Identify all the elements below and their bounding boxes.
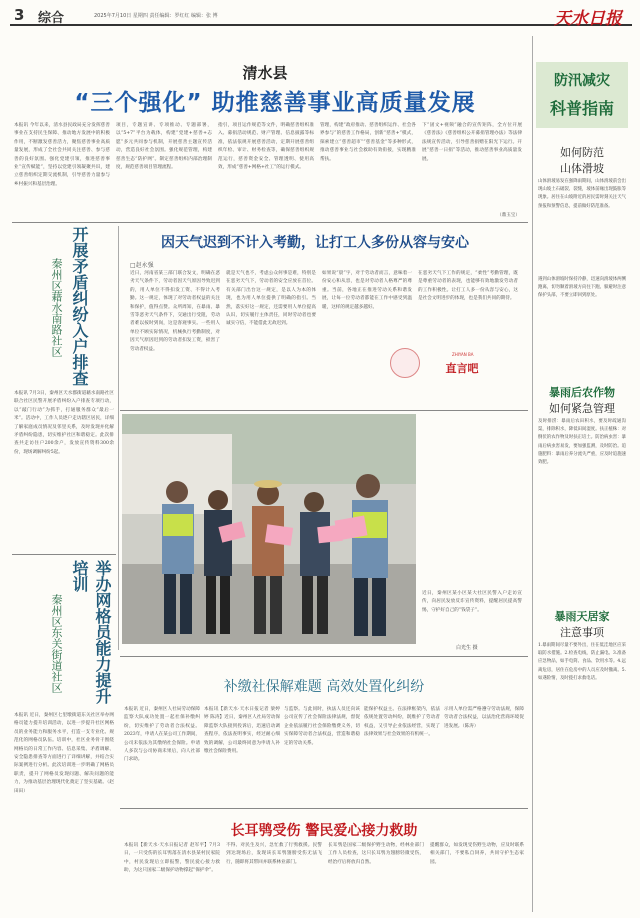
divider — [12, 222, 528, 223]
banner-title-1: 防汛减灾 — [554, 73, 610, 89]
photo-credit: 白光生 摄 — [456, 645, 478, 651]
left-story1-headline: 开展矛盾纠纷入户排查 — [70, 226, 89, 386]
commentary-col-3: 如果说“晨”字，对于劳动者而言，意味着一份安心和从容，也是对劳动者人格尊严的尊重。当前，各地正在推进劳动关系和谐发展，让每一位劳动者都能在工作中感受到温暖，这样的规定越多越好。 — [322, 271, 412, 310]
page-header — [10, 6, 632, 29]
lead-byline: （鼎玉宝） — [497, 213, 520, 218]
right-heading-3: 暴雨天居家 — [554, 610, 610, 623]
page-number: 3 — [14, 6, 25, 24]
lead-headline: “三个强化” 助推慈善事业高质量发展 — [74, 90, 476, 116]
left-story1-body: 本报讯 7月3日，秦州区天水郡街道藉水南路社区联合社区民警开展矛盾纠纷入户排查专项行动，以“敲门行动”为抓手，打通服务群众“最后一米”。活动中，工作人员逐户走访辖区居民，详细了解家庭成员情况及邻里关系，及时发现并化解矛盾纠纷隐患，切实维护社区和谐稳定。此次排查共走访住户200余户，发放宣传资料300余份，现场调解纠纷5起。 — [14, 391, 114, 455]
right-heading-1b: 山体滑坡 — [560, 162, 604, 175]
lead-col-1: 本报讯 今年以来，清水县民政局充分发挥慈善事业在支持民生保障、推动地方发展中的积极作用，不断激发慈善活力，聚焦慈善事业高质量发展，形成了全社会共同关注慈善、参与慈善的良好氛围。强化党建引领，推进慈善事业“宣传赋能”，坚持以党建引领凝聚共识，建立慈善组织定期交流机制，引导慈善力量参与乡村振兴和基层治理。 — [14, 123, 110, 187]
stamp-subtitle: ZHIYAN BA — [452, 352, 474, 357]
left-story2-body: 本报讯 近日，秦州区七里墩街道东关社区举办网格员能力提升培训活动，以进一步提升社区网格员的业务能力和服务水平，打造一支专业化、规范化的网格员队伍。培训中，社区业务骨干围绕网格员的日常工作内容、信息采集、矛盾调解、安全隐患排查等方面进行了详细讲解，并结合实际案例进行分析。此次培训进一步明确了网格员职责，提升了网格员发现问题、解决问题的能力，为推动基层治理现代化奠定了坚实基础。（赵田田） — [14, 713, 114, 794]
edition-meta: 2025年7月10日 星期四 责任编辑：罗红红 编辑：张 博 — [94, 13, 218, 19]
right-heading-3b: 注意事项 — [560, 626, 604, 639]
lead-col-5: 下“固文+视频”融合的宣传矩阵，全方位开展《慈善法》《慈善组织公开募捐管理办法》等法律法规宣传活动，引导慈善捐赠在阳光下运行。开展“慈善一日捐”等活动，推动慈善事业高质量发展。 — [422, 123, 522, 162]
bottom-story2-col-3: 长耳鸮是国家二级保护野生动物，经林业部门工作人员检查，这只长耳鸮为翅膀轻微受伤，经治疗后将放归自然。 — [328, 843, 424, 865]
right-para-1: 山体滑坡易发在强降雨期间，山体滑坡前会出现山坡土石破裂、裂缝，坡体前缘出现鼓胀等现象。居住在山坡附近的居民需时刻关注天气预报和预警信息，提前做好防范准备。 — [538, 179, 626, 209]
photo-caption: 近日，秦州区某小区某大社区民警入户走访宣传，向居民发放反诈宣传资料，提醒居民提高警惕，守护好自己的“钱袋子”。 — [422, 591, 522, 613]
left-story2-sub: 秦州区东关街道社区 — [50, 594, 63, 693]
commentary-illustration — [390, 348, 420, 378]
left-story2-headline: 举办网格员能力提升培训 — [70, 560, 112, 704]
column-divider — [118, 226, 119, 650]
bottom-story1-col-5: 示用人单位需严格遵守劳动法规，保障劳动者合法权益，以法治化营商环境促进发展。（陈涛） — [444, 707, 524, 729]
divider — [120, 808, 528, 809]
bottom-story1-col-1: 本报讯 近日，秦州区人社局劳动保障监察大队成功处置一起社保补缴纠纷，切实维护了劳动者合法权益。2023年，申请人在某公司工作期间，公司未依法为其缴纳社会保险。申请人多次与公司协商未果后，向人社部门求助。 — [124, 707, 200, 763]
section-name: 综合 — [38, 11, 65, 26]
right-para-2: 遇到山体滑坡时保持冷静，迅速向滑坡体两侧跑离，切勿顺着滑坡方向往下跑。躲避时注意保护头部，不要立即回到原处。 — [538, 277, 626, 299]
lead-col-3: 指引，项目运作规范等文件，明确慈善组织准入、募捐活动规范、财产管理、信息披露等标准，依法依规开展慈善活动，定期开展慈善组织年检、审计、财务检查等，确保慈善组织规范运行，慈善资金安全、管理透明、使用高效，形成“慈善+网格+社工”的运行模式。 — [218, 123, 314, 171]
right-para-3: 及时排涝：暴雨后农田积水，要及时疏通沟渠，排除积水，降低田间湿度。扶正植株：对倒伏的农作物及时扶正培土。防治病虫害：暴雨后病虫害易发，要加强监测，及时防治。追施肥料：暴雨后养分流失严重，应及时追施速效肥。 — [538, 419, 626, 466]
bottom-story2-headline: 长耳鸮受伤 警民爱心接力救助 — [230, 823, 418, 839]
commentary-col-1: 近日，河南省某三部门联合发文，明确在恶劣天气条件下，劳动者因天气原因导致迟到的，用人单位不得扣发工资、不得计入考勤。这一规定，体现了对劳动者权益的关注和保护，值得点赞。众所周知，在暴雨、暴雪等恶劣天气条件下，交通出行受阻，劳动者难以按时到岗，这是客观事实。一些用人单位不顾实际情况，机械执行考勤制度，对因天气原因迟到的劳动者扣发工资，损害了劳动者权益。 — [130, 271, 220, 352]
lead-col-4: 管理，构建“政府推动、慈善组织运作、社会各界参与”的慈善工作格局，创新“慈善+”模式，探索建立“慈善超市”“慈善基金”等多种形式，推动慈善事业与社会救助有效衔接，实现精准帮扶。 — [320, 123, 416, 162]
column-divider — [532, 36, 533, 912]
commentary-column-name: 直言吧 — [445, 362, 479, 375]
lead-col-2: 项目，专题宣讲、专项推动、专题部署，以“5+7”平台为载体，构建“党建+慈善+志愿”多元共同参与机制，开展慈善主题宣传活动，营造良好社会氛围。强化规范管理，构建慈善生态“防护网”。制定慈善组织内部治理制度，规范慈善项目管理流程。 — [116, 123, 212, 171]
lead-kicker: 清水县 — [242, 64, 288, 82]
commentary-author: □赵永强 — [130, 262, 154, 269]
commentary-col-4: 在恶劣天气下工作的规定，“柔性”考勤管理，既是尊重劳动者的表现，也能够有效地激发劳动者的工作积极性。让打工人多一份从容与安心，这是社会文明进步的体现，也是我们共同的期待。 — [418, 271, 518, 302]
right-para-4: 1.暴雨期间尽量不要外出，住在低洼地区应采取防水措施。2.检查电线，防止漏电。3.准备应急物品，如手电筒、食品、饮用水等。4.远离危房，居住在危房中的人员应及时撤离。5.如遇险情，及时拨打求救电话。 — [538, 643, 626, 681]
right-heading-1: 如何防范 — [560, 146, 604, 159]
commentary-headline: 因天气迟到不计入考勤，让打工人多份从容与安心 — [161, 235, 469, 251]
bottom-story1-col-3: 与监察。与此同时，执法人员还向该公司宣传了社会保险法律法规，督促企业依法履行社会保险缴费义务，切实保障劳动者合法权益，营造和谐稳定的劳动关系。 — [284, 707, 360, 746]
news-photo — [122, 414, 416, 644]
divider — [120, 656, 528, 657]
science-banner — [536, 62, 628, 128]
left-story1-sub: 秦州区藉水南路社区 — [50, 258, 63, 357]
banner-title-2: 科普指南 — [549, 99, 614, 118]
bottom-story1-headline: 补缴社保解难题 高效处置化纠纷 — [223, 679, 425, 695]
bottom-story2-col-1: 本报讯【新天水·天水日报记者 赵军平】7月3日，一只受伤的长耳鸮落在清水县某村民家院中，村民发现后立即报警，警民爱心接力救助，为这只国家二级保护动物撑起“保护伞”。 — [124, 843, 220, 874]
bottom-story2-col-2: 不得、对民生及兴，急忙救了行鸮救援。民警到达现场后，发现该长耳鸮翅膀受伤无法飞行，随即将其带回并联系林业部门。 — [226, 843, 322, 865]
bottom-story1-col-4: 能保护权益主。在法律框架内，依法依规处置劳动纠纷，既维护了劳动者权益，又引导企业依法经营，实现了法律效果与社会效果的有机统一。 — [364, 707, 440, 738]
commentary-col-2: 就是天气也不，考虑公众何事是难，特别是在恶劣天气下，劳动者的安全应放在首位。有关部门出台这一规定，是以人为本的体现，也为用人单位提供了明确的指引。当然，落实好这一规定，还需要用人单位提高认识，切实履行主体责任，同时劳动者也要诚实守信，不能借此无故迟到。 — [226, 271, 316, 327]
divider — [120, 410, 528, 411]
divider — [12, 554, 116, 555]
right-heading-2: 暴雨后农作物 — [549, 386, 615, 399]
right-heading-2b: 如何紧急管理 — [549, 402, 615, 415]
bottom-story1-col-2: 本报讯【新天水·天水日报记者 梁婷婷 陈涛】近日，秦州区人社局劳动保障监察大队接到投诉后，迅速启动调查程序，依法查明事实，经过耐心细致的调解，公司最终同意为申请人补缴社会保险费用。 — [204, 707, 280, 755]
masthead-logo: 天水日报 — [554, 9, 622, 29]
bottom-story2-col-4: 提醒群众，如发现受伤野生动物，应及时联系相关部门，不要私自饲养，共同守护生态家园。 — [430, 843, 524, 865]
